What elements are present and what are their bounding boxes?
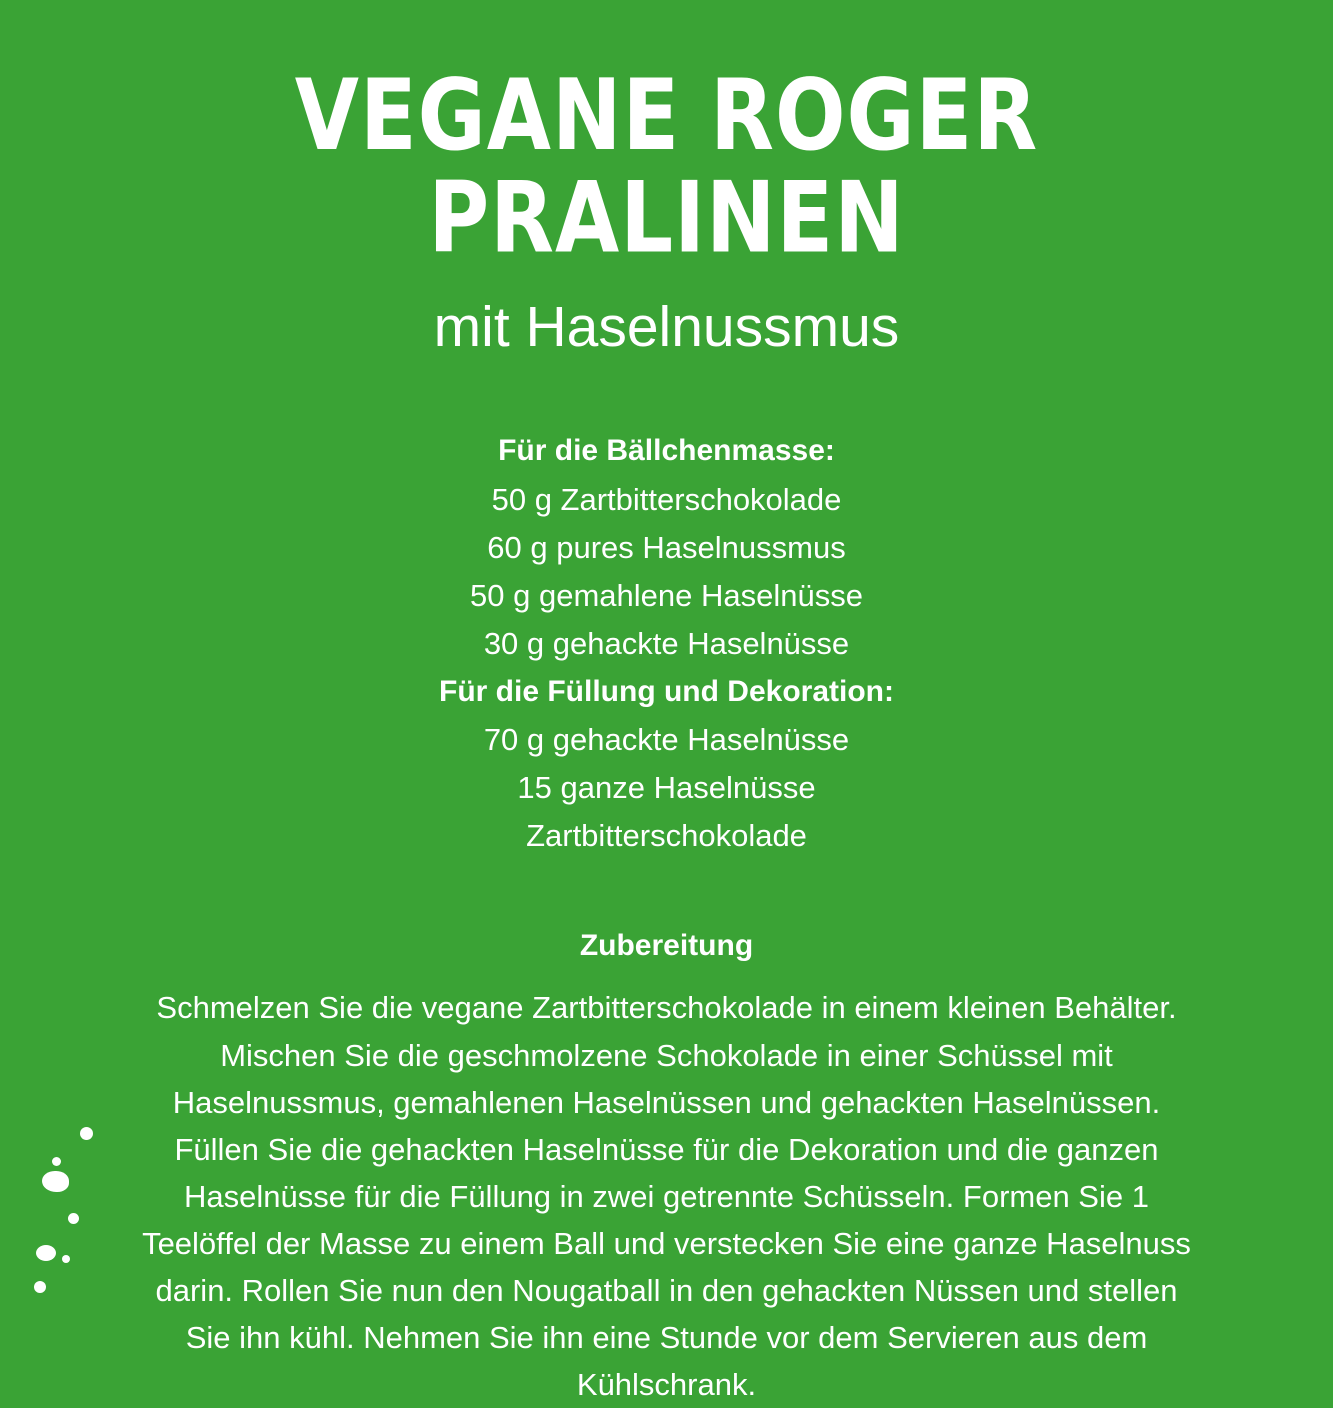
ingredient-item: 30 g gehackte Haselnüsse — [483, 625, 850, 661]
ingredient-item: 70 g gehackte Haselnüsse — [483, 722, 850, 758]
ingredient-item: 60 g pures Haselnussmus — [487, 529, 846, 565]
preparation-text: Schmelzen Sie die vegane Zartbitterschokolade in einem kleinen Behälter. Mischen Sie die geschmolzene Schokolade in einer Schüssel mit Haselnussmus, gemahlenen Haselnüssen und gehackten Haselnüssen. Füllen Sie die gehackten Haselnüsse für die Dekoration und die ganzen Haselnüsse für die Füllung in zwei getrennte Schüsseln. Formen Sie 1 Teelöffel der Masse zu einem Ball und verstecken Sie eine ganze Haselnuss darin. Rollen Sie nun den Nougatball in den gehackten Nüssen und stellen Sie ihn kühl. Nehmen Sie ihn eine Stunde vor dem Servieren aus dem Kühlschrank. — [142, 990, 1191, 1403]
ingredients-group2-heading: Für die Füllung und Dekoration: — [439, 674, 894, 708]
page-subtitle: mit Haselnussmus — [433, 295, 900, 360]
ingredient-item: 15 ganze Haselnüsse — [517, 770, 816, 806]
preparation-heading: Zubereitung — [579, 929, 754, 963]
page-title: VEGANE ROGER PRALINEN — [294, 58, 1039, 276]
ingredient-item: Zartbitterschokolade — [526, 818, 807, 854]
ingredient-item: 50 g Zartbitterschokolade — [491, 481, 842, 517]
ingredients-section — [70, 427, 1263, 861]
ingredients-group1-heading: Für die Bällchenmasse: — [498, 433, 835, 467]
ingredient-item: 50 g gemahlene Haselnüsse — [470, 577, 863, 613]
